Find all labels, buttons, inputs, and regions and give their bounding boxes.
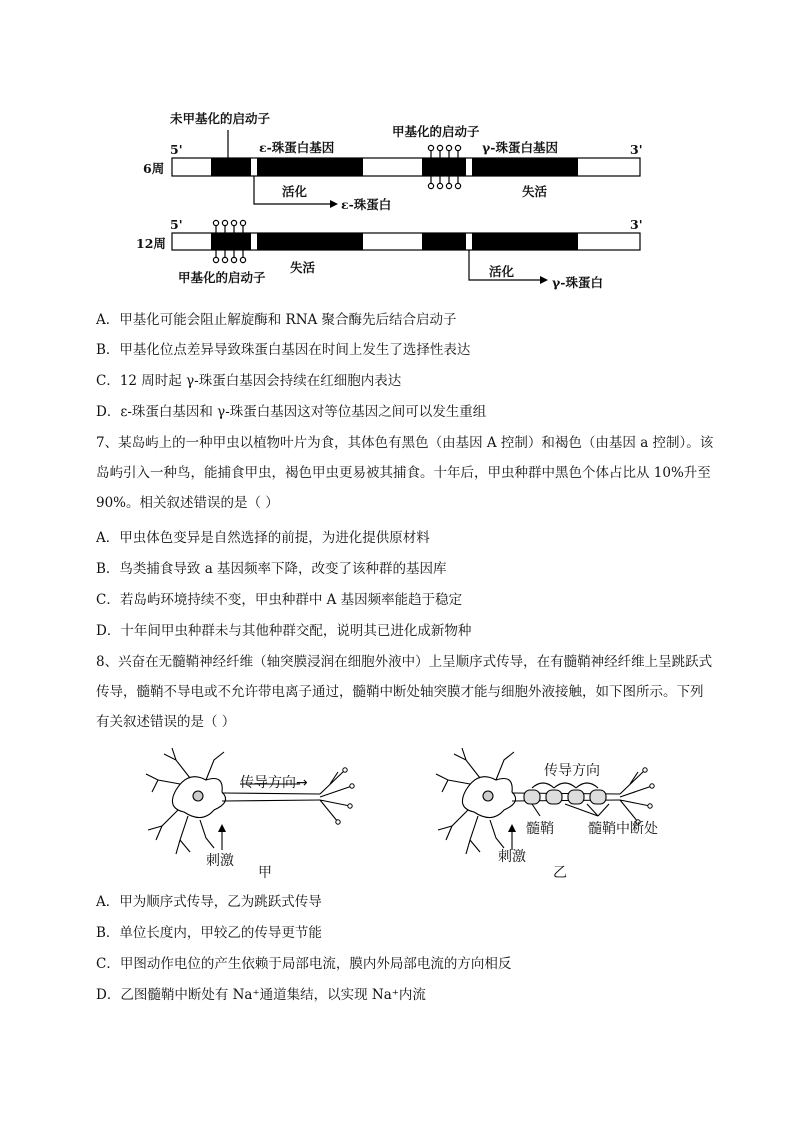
neuron-figure (0, 740, 794, 880)
gene-methylation-figure (0, 100, 794, 300)
three-prime-top: 3' (630, 142, 643, 157)
gamma-protein-label: γ-珠蛋白 (552, 275, 603, 290)
epsilon-protein-label: ε-珠蛋白 (341, 197, 392, 212)
three-prime-bottom: 3' (630, 217, 643, 232)
q7-stem: 7、某岛屿上的一种甲虫以植物叶片为食，其体色有黑色（由基因 A 控制）和褐色（由基因 a 控制）。该岛屿引入一种鸟，能捕食甲虫，褐色甲虫更易被其捕食。十年后，甲虫种群中黑色个体占比从 10%升至 90%。相关叙述错误的是（ ） (96, 435, 714, 511)
caption-left: 甲 (258, 865, 272, 881)
stimulus-label-right: 刺激 (498, 849, 526, 865)
q7-option-c: C．若岛屿环境持续不变，甲虫种群中 A 基因频率能趋于稳定 (96, 592, 463, 608)
q6-option-d: D．ε-珠蛋白基因和 γ-珠蛋白基因这对等位基因之间可以发生重组 (96, 404, 487, 420)
five-prime-bottom: 5' (170, 217, 183, 232)
methylated-promoter-bottom-label: 甲基化的启动子 (178, 270, 266, 285)
q8-option-d: D．乙图髓鞘中断处有 Na⁺通道集结，以实现 Na⁺内流 (96, 987, 426, 1003)
q6-option-b: B．甲基化位点差异导致珠蛋白基因在时间上发生了选择性表达 (96, 342, 471, 358)
gamma-gene-label: γ-珠蛋白基因 (482, 140, 558, 155)
caption-right: 乙 (553, 865, 567, 881)
five-prime-top: 5' (170, 142, 183, 157)
q6-option-a: A．甲基化可能会阻止解旋酶和 RNA 聚合酶先后结合启动子 (96, 312, 457, 328)
inactive-bottom-label: 失活 (290, 260, 316, 275)
activate-top-label: 活化 (282, 184, 308, 199)
activate-bottom-label: 活化 (489, 264, 515, 279)
inactive-top-label: 失活 (522, 184, 548, 199)
unmethylated-promoter-label: 未甲基化的启动子 (170, 111, 271, 126)
epsilon-gene-label: ε-珠蛋白基因 (259, 140, 335, 155)
myelin-label: 髓鞘 (526, 821, 554, 837)
q7-option-b: B．鸟类捕食导致 a 基因频率下降，改变了该种群的基因库 (96, 561, 447, 577)
q8-option-b: B．单位长度内，甲较乙的传导更节能 (96, 925, 322, 941)
q8-option-a: A．甲为顺序式传导，乙为跳跃式传导 (96, 894, 322, 910)
q7-option-d: D．十年间甲虫种群未与其他种群交配，说明其已进化成新物种 (96, 623, 472, 639)
neuron-pair-graphic (0, 740, 794, 880)
node-label: 髓鞘中断处 (588, 821, 658, 837)
direction-label-right: 传导方向 (544, 763, 600, 779)
week12-label: 12周 (136, 236, 166, 251)
q7-option-a: A．甲虫体色变异是自然选择的前提，为进化提供原材料 (96, 530, 430, 546)
q8-option-c: C．甲图动作电位的产生依赖于局部电流，膜内外局部电流的方向相反 (96, 956, 512, 972)
stimulus-label-left: 刺激 (206, 853, 234, 869)
methylated-promoter-top-label: 甲基化的启动子 (392, 124, 480, 139)
week6-label: 6周 (143, 161, 165, 176)
q6-option-c: C．12 周时起 γ-珠蛋白基因会持续在红细胞内表达 (96, 373, 402, 389)
direction-label-left: 传导方向→ (240, 775, 308, 791)
q8-stem: 8、兴奋在无髓鞘神经纤维（轴突膜浸润在细胞外液中）上呈顺序式传导，在有髓鞘神经纤维上呈跳跃式传导，髓鞘不导电或不允许带电离子通过，髓鞘中断处轴突膜才能与细胞外液接触，如下图所示。下列有关叙述错误的是（ ） (96, 654, 713, 730)
